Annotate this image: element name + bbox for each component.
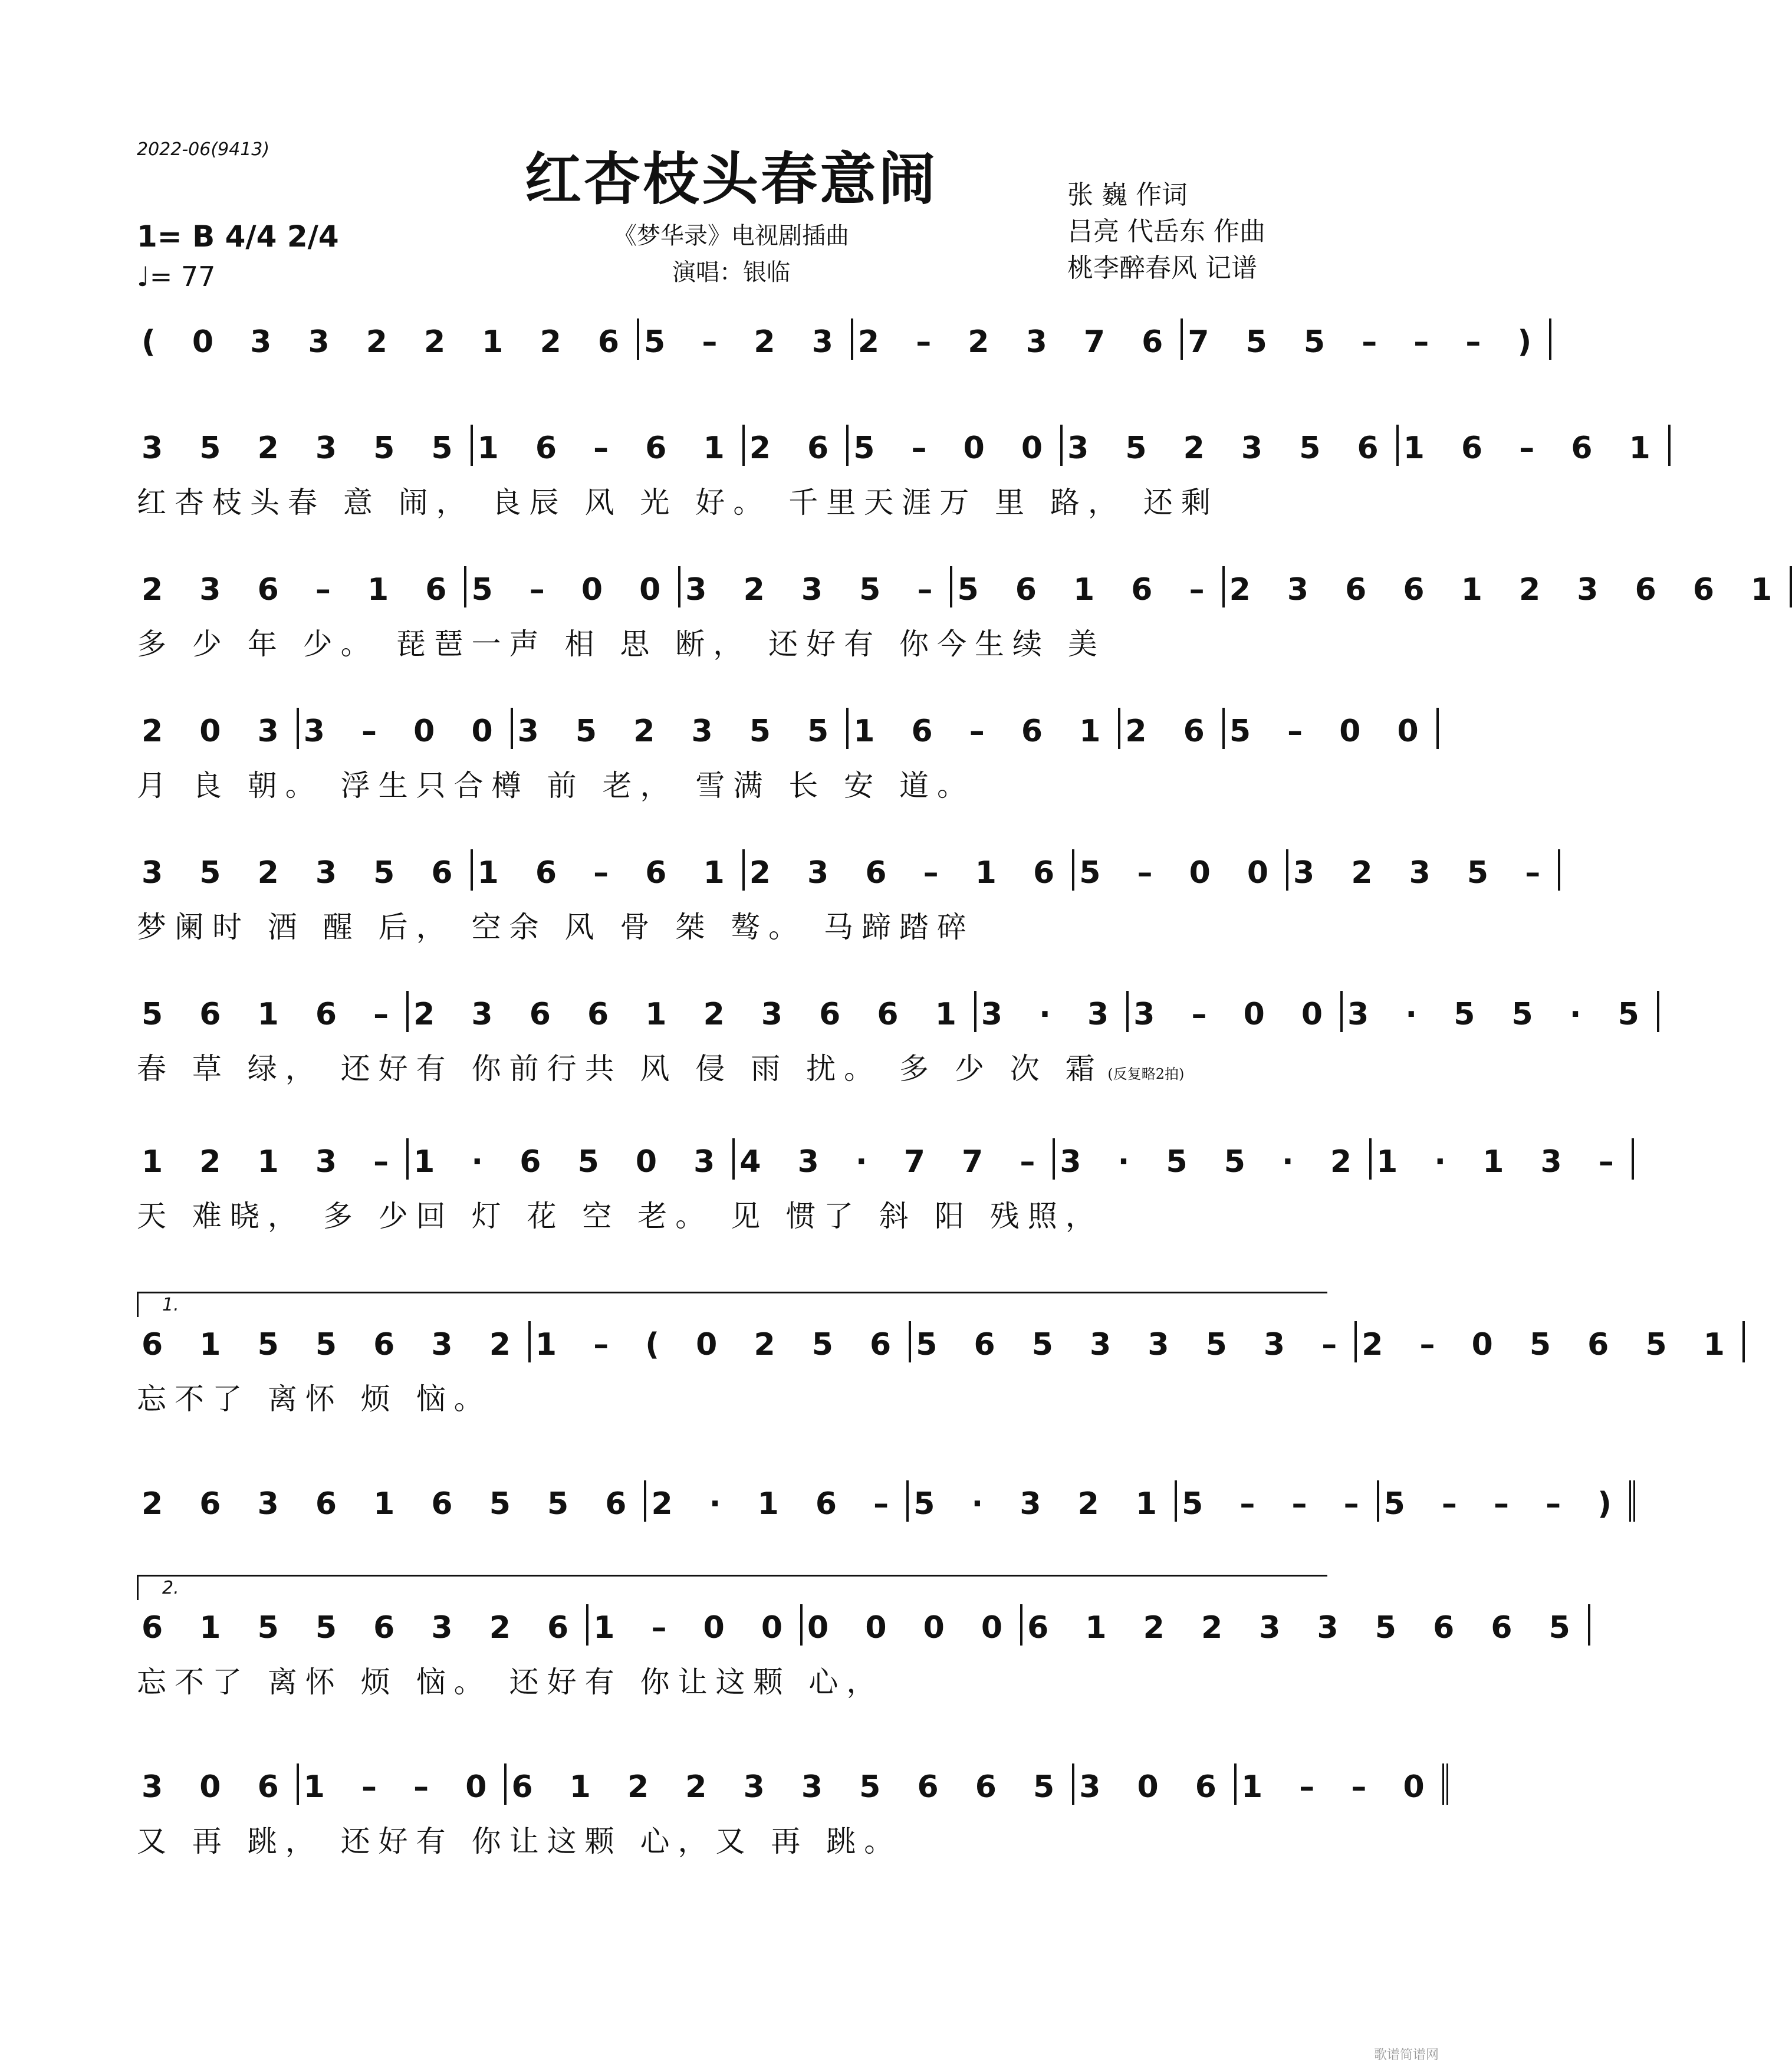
measure	[466, 566, 680, 607]
measure-notes: 1 · 6 5 0 3	[413, 1144, 728, 1180]
measure-notes: 5 – – – )	[1383, 1486, 1625, 1522]
measure-notes: 3 5 2 3 5 5	[517, 714, 842, 749]
measure-notes: 2 6 3 6 1 6 5 5 6	[142, 1486, 640, 1522]
lyrics-line	[137, 1375, 1326, 1418]
volta-bracket	[137, 1292, 1327, 1317]
lyrics-line	[137, 479, 1326, 521]
measure-notes: 5 – – –	[1182, 1486, 1372, 1522]
lyrics-text: 忘不了 离怀 烦 恼。	[137, 1382, 492, 1416]
measure	[952, 566, 1224, 607]
measure	[1399, 425, 1671, 466]
measure-notes: 5 – 0 0	[1079, 855, 1282, 891]
repeat-note: (反复略2拍)	[1103, 1066, 1185, 1082]
measure-notes: 5 · 3 2 1	[913, 1486, 1170, 1522]
notation-line	[137, 991, 1652, 1032]
measure	[1357, 1321, 1745, 1362]
measure	[853, 318, 1183, 360]
measure-notes: 5 – 0 0	[853, 431, 1056, 466]
measure	[639, 318, 853, 360]
measure	[803, 1604, 1022, 1646]
measure-notes: 1 6 – 6 1	[1403, 431, 1663, 466]
measure-notes: 2 0 3	[142, 714, 292, 749]
composer-credit: 吕亮 代岳东 作曲	[1067, 216, 1265, 247]
measure	[745, 425, 849, 466]
measure-notes: 2 – 0 5 6 5 1	[1362, 1327, 1738, 1362]
lyrics-line	[137, 762, 1326, 804]
measure-notes: 1 6 – 6 1	[853, 714, 1114, 749]
measure	[531, 1321, 911, 1362]
watermark: 歌谱简谱网	[1373, 2048, 1439, 2063]
measure-notes: 2 3 6 6 1 2 3 6 6 1	[1229, 572, 1786, 607]
measure-notes: 3 – 0 0	[1133, 997, 1336, 1032]
measure	[849, 425, 1063, 466]
measure-notes: 3 – 0 0	[303, 714, 506, 749]
measure-notes: 3 5 2 3 5 6	[142, 855, 466, 891]
measure	[137, 708, 299, 749]
notation-line	[137, 1480, 1625, 1522]
measure-notes: 2 3 6 – 1 6	[142, 572, 460, 607]
measure-notes: 1 2 1 3 –	[142, 1144, 402, 1180]
measure-notes: 5 6 5 3 3 5 3 –	[916, 1327, 1350, 1362]
measure-notes: 6 1 5 5 6 3 2	[142, 1327, 524, 1362]
measure	[1063, 425, 1399, 466]
lyrics-text: 天 难晓， 多 少回 灯 花 空 老。 见 惯了 斜 阳 残照，	[137, 1199, 1103, 1233]
measure	[137, 1763, 299, 1805]
volta-label: 2.	[162, 1578, 179, 1598]
lyrics-text: 又 再 跳， 还好有 你让这颗 心，又 再 跳。	[137, 1824, 902, 1858]
measure	[1129, 991, 1343, 1032]
measure	[299, 1763, 507, 1805]
measure-notes: 5 – 2 3	[644, 324, 846, 360]
measure	[849, 708, 1120, 749]
lyrics-line	[137, 904, 1326, 946]
measure-notes: 3 2 3 5 –	[1293, 855, 1554, 891]
measure	[1237, 1763, 1448, 1805]
measure-notes: 1 · 1 3 –	[1376, 1144, 1627, 1180]
measure	[137, 1138, 409, 1180]
lyricist-credit: 张 巍 作词	[1067, 180, 1188, 210]
measure	[1343, 991, 1659, 1032]
measure	[909, 1480, 1177, 1522]
measure-notes: 3 · 5 5 · 5	[1347, 997, 1652, 1032]
song-title: 红杏枝头春意闹	[525, 146, 938, 212]
measure	[1074, 1763, 1237, 1805]
measure-notes: 1 – ( 0 2 5 6	[535, 1327, 905, 1362]
measure-notes: 3 · 5 5 · 2	[1060, 1144, 1365, 1180]
measure-notes: 4 3 · 7 7 –	[739, 1144, 1048, 1180]
key-signature: 1= B 4/4 2/4	[137, 219, 339, 254]
transcriber-credit: 桃李醉春风 记谱	[1067, 253, 1257, 283]
credits	[1067, 177, 1265, 287]
measure	[137, 1604, 588, 1646]
measure	[473, 425, 745, 466]
measure-notes: 5 6 1 6 –	[957, 572, 1218, 607]
date-code: 2022-06(9413)	[137, 139, 270, 160]
lyrics-line	[137, 620, 1326, 663]
measure-notes: 5 – 0 0	[1229, 714, 1432, 749]
measure-notes: ( 0 3 3 2 2 1 2 6	[142, 324, 633, 360]
measure	[1379, 1480, 1635, 1522]
measure	[1225, 566, 1792, 607]
measure	[409, 1138, 735, 1180]
measure-notes: 1 – 0 0	[593, 1610, 796, 1646]
measure-notes: 0 0 0 0	[807, 1610, 1016, 1646]
lyrics-line	[137, 1045, 1326, 1088]
measure	[137, 566, 466, 607]
notation-line	[137, 849, 1554, 891]
measure	[646, 1480, 909, 1522]
measure-notes: 2 · 1 6 –	[651, 1486, 902, 1522]
lyrics-text: 多 少 年 少。 琵琶一声 相 思 断， 还好有 你今生续 美	[137, 627, 1106, 661]
notation-line	[137, 1138, 1627, 1180]
measure-notes: 2 3 6 – 1 6	[749, 855, 1068, 891]
measure-notes: 5 6 1 6 –	[142, 997, 402, 1032]
measure-notes: 7 5 5 – – – )	[1188, 324, 1545, 360]
measure	[1288, 849, 1560, 891]
measure	[137, 318, 639, 360]
measure	[513, 708, 849, 749]
measure	[1022, 1604, 1590, 1646]
measure	[473, 849, 745, 891]
volta-label: 1.	[162, 1295, 179, 1315]
measure	[976, 991, 1129, 1032]
measure	[137, 849, 473, 891]
lyrics-text: 春 草 绿， 还好有 你前行共 风 侵 雨 扰。 多 少 次 霜	[137, 1052, 1103, 1086]
notation-line	[137, 425, 1663, 466]
lyrics-text: 月 良 朝。 浮生只合樽 前 老， 雪满 长 安 道。	[137, 769, 975, 803]
notation-line	[137, 708, 1432, 749]
measure-notes: 1 6 – 6 1	[477, 855, 738, 891]
measure-notes: 2 6	[749, 431, 842, 466]
measure	[588, 1604, 803, 1646]
measure-notes: 6 1 2 2 3 3 5 6 6 5	[1027, 1610, 1583, 1646]
measure-notes: 1 6 – 6 1	[477, 431, 738, 466]
measure-notes: 1 – – 0	[303, 1769, 500, 1805]
measure	[299, 708, 513, 749]
measure	[1055, 1138, 1372, 1180]
measure	[137, 991, 409, 1032]
lyrics-text: 梦阑时 酒 醒 后， 空余 风 骨 桀 骜。 马蹄踏碎	[137, 910, 975, 944]
tempo-mark: ♩= 77	[137, 261, 216, 293]
measure	[1177, 1480, 1379, 1522]
measure	[409, 991, 976, 1032]
measure-notes: 6 1 2 2 3 3 5 6 6 5	[511, 1769, 1068, 1805]
lyrics-text: 红杏枝头春 意 闹， 良辰 风 光 好。 千里天涯万 里 路， 还剩	[137, 485, 1219, 520]
measure	[137, 1480, 646, 1522]
volta-bracket	[137, 1575, 1327, 1600]
measure	[680, 566, 952, 607]
measure-notes: 3 0 6	[1079, 1769, 1229, 1805]
measure	[1372, 1138, 1634, 1180]
measure-notes: 3 · 3	[981, 997, 1122, 1032]
notation-line	[137, 318, 1545, 360]
notation-line	[137, 1763, 1438, 1805]
measure-notes: 3 5 2 3 5 6	[1067, 431, 1392, 466]
measure-notes: 2 6	[1125, 714, 1218, 749]
measure	[745, 849, 1074, 891]
measure-notes: 3 5 2 3 5 5	[142, 431, 466, 466]
measure	[137, 1321, 531, 1362]
lyrics-line	[137, 1193, 1326, 1235]
lyrics-text: 忘不了 离怀 烦 恼。 还好有 你让这颗 心，	[137, 1665, 885, 1699]
measure	[1183, 318, 1551, 360]
measure-notes: 5 – 0 0	[471, 572, 674, 607]
measure	[911, 1321, 1357, 1362]
measure-notes: 3 2 3 5 –	[685, 572, 946, 607]
notation-line	[137, 1321, 1738, 1362]
measure	[137, 425, 473, 466]
measure-notes: 6 1 5 5 6 3 2 6	[142, 1610, 582, 1646]
measure-notes: 2 – 2 3 7 6	[857, 324, 1176, 360]
measure-notes: 2 3 6 6 1 2 3 6 6 1	[413, 997, 969, 1032]
lyrics-line	[137, 1818, 1326, 1860]
song-subtitle: 《梦华录》电视剧插曲	[613, 222, 849, 249]
notation-line	[137, 1604, 1583, 1646]
measure-notes: 1 – – 0	[1241, 1769, 1438, 1805]
measure	[507, 1763, 1074, 1805]
measure	[735, 1138, 1055, 1180]
measure-notes: 3 0 6	[142, 1769, 292, 1805]
lyrics-line	[137, 1659, 1326, 1701]
measure	[1120, 708, 1224, 749]
measure	[1074, 849, 1288, 891]
singer-credit: 演唱：银临	[672, 259, 790, 286]
measure	[1225, 708, 1439, 749]
notation-line	[137, 566, 1786, 607]
